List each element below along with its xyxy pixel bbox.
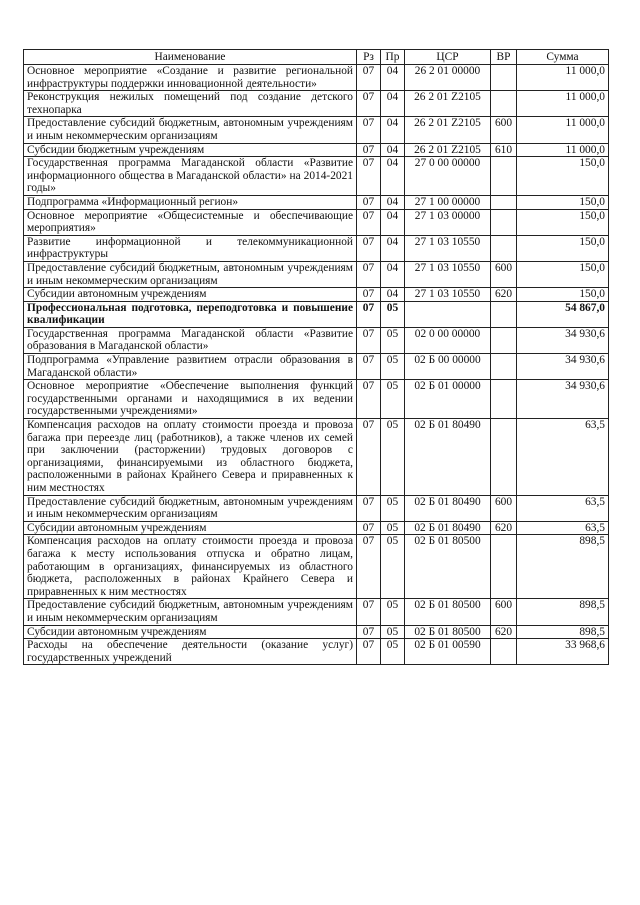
row-rz-cell: 07 xyxy=(357,354,381,380)
row-csr-cell xyxy=(405,301,491,327)
row-sum-cell: 898,5 xyxy=(517,599,609,625)
row-sum-cell: 150,0 xyxy=(517,235,609,261)
table-row xyxy=(24,235,609,261)
row-rz-cell: 07 xyxy=(357,535,381,599)
row-rz-cell: 07 xyxy=(357,195,381,209)
row-vr-cell: 600 xyxy=(491,117,517,143)
row-name-cell: Реконструкция нежилых помещений под создание детского технопарка xyxy=(24,91,357,117)
row-name-cell: Государственная программа Магаданской области «Развитие информационного общества в Магаданской области» на 2014-2021 годы» xyxy=(24,157,357,196)
header-csr: ЦСР xyxy=(405,50,491,65)
row-vr-cell xyxy=(491,327,517,353)
row-rz-cell: 07 xyxy=(357,65,381,91)
row-rz-cell: 07 xyxy=(357,235,381,261)
table-body xyxy=(24,65,609,665)
table-row xyxy=(24,157,609,196)
row-csr-cell: 27 1 03 10550 xyxy=(405,235,491,261)
row-vr-cell xyxy=(491,195,517,209)
row-sum-cell: 150,0 xyxy=(517,157,609,196)
row-csr-cell: 27 0 00 00000 xyxy=(405,157,491,196)
row-pr-cell: 05 xyxy=(381,354,405,380)
row-name-cell: Основное мероприятие «Обеспечение выполнения функций государственными органами и находящимися в их ведении государственными учреждениями» xyxy=(24,380,357,419)
row-sum-cell: 11 000,0 xyxy=(517,117,609,143)
table-row xyxy=(24,625,609,639)
table-row xyxy=(24,380,609,419)
table-row xyxy=(24,117,609,143)
row-pr-cell: 05 xyxy=(381,521,405,535)
row-vr-cell: 600 xyxy=(491,495,517,521)
row-rz-cell: 07 xyxy=(357,599,381,625)
row-vr-cell xyxy=(491,65,517,91)
row-name-cell: Предоставление субсидий бюджетным, автономным учреждениям и иным некоммерческим организациям xyxy=(24,495,357,521)
row-sum-cell: 150,0 xyxy=(517,288,609,302)
row-sum-cell: 63,5 xyxy=(517,495,609,521)
row-csr-cell: 26 2 01 Z2105 xyxy=(405,117,491,143)
row-rz-cell: 07 xyxy=(357,261,381,287)
row-rz-cell: 07 xyxy=(357,117,381,143)
table-row xyxy=(24,301,609,327)
row-pr-cell: 05 xyxy=(381,419,405,496)
row-sum-cell: 150,0 xyxy=(517,195,609,209)
row-name-cell: Субсидии автономным учреждениям xyxy=(24,521,357,535)
row-vr-cell: 620 xyxy=(491,521,517,535)
row-vr-cell: 620 xyxy=(491,288,517,302)
row-name-cell: Профессиональная подготовка, переподготовка и повышение квалификации xyxy=(24,301,357,327)
row-vr-cell xyxy=(491,235,517,261)
row-sum-cell: 150,0 xyxy=(517,209,609,235)
row-rz-cell: 07 xyxy=(357,495,381,521)
row-pr-cell: 05 xyxy=(381,639,405,665)
row-name-cell: Субсидии бюджетным учреждениям xyxy=(24,143,357,157)
row-name-cell: Государственная программа Магаданской области «Развитие образования в Магаданской области» xyxy=(24,327,357,353)
row-sum-cell: 150,0 xyxy=(517,261,609,287)
row-pr-cell: 04 xyxy=(381,235,405,261)
table-row xyxy=(24,521,609,535)
row-name-cell: Предоставление субсидий бюджетным, автономным учреждениям и иным некоммерческим организациям xyxy=(24,261,357,287)
row-sum-cell: 11 000,0 xyxy=(517,65,609,91)
row-pr-cell: 05 xyxy=(381,495,405,521)
row-name-cell: Расходы на обеспечение деятельности (оказание услуг) государственных учреждений xyxy=(24,639,357,665)
row-vr-cell xyxy=(491,301,517,327)
row-vr-cell xyxy=(491,535,517,599)
row-rz-cell: 07 xyxy=(357,91,381,117)
row-name-cell: Основное мероприятие «Создание и развитие региональной инфраструктуры поддержки инновационной деятельности» xyxy=(24,65,357,91)
row-rz-cell: 07 xyxy=(357,521,381,535)
header-sum: Сумма xyxy=(517,50,609,65)
row-pr-cell: 04 xyxy=(381,261,405,287)
row-csr-cell: 02 0 00 00000 xyxy=(405,327,491,353)
row-sum-cell: 63,5 xyxy=(517,521,609,535)
row-rz-cell: 07 xyxy=(357,288,381,302)
table-row xyxy=(24,261,609,287)
row-pr-cell: 04 xyxy=(381,91,405,117)
row-pr-cell: 05 xyxy=(381,599,405,625)
row-vr-cell: 600 xyxy=(491,261,517,287)
row-name-cell: Подпрограмма «Информационный регион» xyxy=(24,195,357,209)
row-rz-cell: 07 xyxy=(357,327,381,353)
row-pr-cell: 04 xyxy=(381,117,405,143)
row-csr-cell: 27 1 00 00000 xyxy=(405,195,491,209)
row-csr-cell: 02 Б 01 80490 xyxy=(405,419,491,496)
row-pr-cell: 04 xyxy=(381,157,405,196)
header-vr: ВР xyxy=(491,50,517,65)
row-pr-cell: 05 xyxy=(381,625,405,639)
row-vr-cell: 600 xyxy=(491,599,517,625)
row-csr-cell: 27 1 03 10550 xyxy=(405,288,491,302)
row-csr-cell: 02 Б 01 00590 xyxy=(405,639,491,665)
row-vr-cell xyxy=(491,354,517,380)
row-pr-cell: 04 xyxy=(381,288,405,302)
row-rz-cell: 07 xyxy=(357,209,381,235)
row-vr-cell: 620 xyxy=(491,625,517,639)
row-vr-cell: 610 xyxy=(491,143,517,157)
row-vr-cell xyxy=(491,639,517,665)
row-sum-cell: 33 968,6 xyxy=(517,639,609,665)
row-pr-cell: 04 xyxy=(381,195,405,209)
row-sum-cell: 34 930,6 xyxy=(517,380,609,419)
row-rz-cell: 07 xyxy=(357,380,381,419)
row-csr-cell: 26 2 01 Z2105 xyxy=(405,143,491,157)
row-csr-cell: 02 Б 01 80500 xyxy=(405,535,491,599)
row-csr-cell: 02 Б 01 80500 xyxy=(405,599,491,625)
row-name-cell: Субсидии автономным учреждениям xyxy=(24,288,357,302)
row-csr-cell: 02 Б 01 80500 xyxy=(405,625,491,639)
table-row xyxy=(24,288,609,302)
row-rz-cell: 07 xyxy=(357,639,381,665)
row-name-cell: Компенсация расходов на оплату стоимости проезда и провоза багажа при переезде лиц (работников), а также членов их семей при заключении (расторжении) трудовых договоров с организациями, финансируемыми из областного бюджета, расположенными в районах Крайнего Севера и приравненных к ним местностях xyxy=(24,419,357,496)
table-row xyxy=(24,209,609,235)
table-row xyxy=(24,143,609,157)
row-rz-cell: 07 xyxy=(357,301,381,327)
row-sum-cell: 11 000,0 xyxy=(517,91,609,117)
row-sum-cell: 63,5 xyxy=(517,419,609,496)
row-vr-cell xyxy=(491,209,517,235)
row-name-cell: Развитие информационной и телекоммуникационной инфраструктуры xyxy=(24,235,357,261)
row-csr-cell: 02 Б 00 00000 xyxy=(405,354,491,380)
row-pr-cell: 04 xyxy=(381,209,405,235)
row-csr-cell: 02 Б 01 80490 xyxy=(405,495,491,521)
row-csr-cell: 02 Б 01 00000 xyxy=(405,380,491,419)
row-rz-cell: 07 xyxy=(357,419,381,496)
header-name: Наименование xyxy=(24,50,357,65)
table-row xyxy=(24,65,609,91)
table-row xyxy=(24,354,609,380)
row-csr-cell: 27 1 03 10550 xyxy=(405,261,491,287)
header-rz: Рз xyxy=(357,50,381,65)
row-sum-cell: 11 000,0 xyxy=(517,143,609,157)
row-rz-cell: 07 xyxy=(357,143,381,157)
row-csr-cell: 26 2 01 Z2105 xyxy=(405,91,491,117)
row-vr-cell xyxy=(491,157,517,196)
row-pr-cell: 04 xyxy=(381,65,405,91)
table-row xyxy=(24,327,609,353)
row-sum-cell: 54 867,0 xyxy=(517,301,609,327)
table-row xyxy=(24,599,609,625)
table-row xyxy=(24,91,609,117)
row-vr-cell xyxy=(491,380,517,419)
table-row xyxy=(24,495,609,521)
row-name-cell: Предоставление субсидий бюджетным, автономным учреждениям и иным некоммерческим организациям xyxy=(24,599,357,625)
row-name-cell: Основное мероприятие «Общесистемные и обеспечивающие мероприятия» xyxy=(24,209,357,235)
row-pr-cell: 04 xyxy=(381,143,405,157)
row-sum-cell: 34 930,6 xyxy=(517,327,609,353)
row-csr-cell: 27 1 03 00000 xyxy=(405,209,491,235)
table-row xyxy=(24,195,609,209)
row-sum-cell: 34 930,6 xyxy=(517,354,609,380)
table-row xyxy=(24,419,609,496)
row-name-cell: Предоставление субсидий бюджетным, автономным учреждениям и иным некоммерческим организациям xyxy=(24,117,357,143)
row-sum-cell: 898,5 xyxy=(517,625,609,639)
row-pr-cell: 05 xyxy=(381,327,405,353)
row-pr-cell: 05 xyxy=(381,380,405,419)
table-header-row xyxy=(24,50,609,65)
table-row xyxy=(24,535,609,599)
row-csr-cell: 02 Б 01 80490 xyxy=(405,521,491,535)
table-row xyxy=(24,639,609,665)
row-name-cell: Субсидии автономным учреждениям xyxy=(24,625,357,639)
row-sum-cell: 898,5 xyxy=(517,535,609,599)
row-name-cell: Компенсация расходов на оплату стоимости проезда и провоза багажа к месту использования отпуска и обратно лицам, работающим в организациях, финансируемых из областного бюджета, расположенных в районах Крайнего Севера и приравненных к ним местностях xyxy=(24,535,357,599)
row-vr-cell xyxy=(491,419,517,496)
header-pr: Пр xyxy=(381,50,405,65)
row-vr-cell xyxy=(491,91,517,117)
row-csr-cell: 26 2 01 00000 xyxy=(405,65,491,91)
row-rz-cell: 07 xyxy=(357,625,381,639)
budget-table xyxy=(23,49,609,665)
row-pr-cell: 05 xyxy=(381,535,405,599)
row-rz-cell: 07 xyxy=(357,157,381,196)
row-name-cell: Подпрограмма «Управление развитием отрасли образования в Магаданской области» xyxy=(24,354,357,380)
row-pr-cell: 05 xyxy=(381,301,405,327)
